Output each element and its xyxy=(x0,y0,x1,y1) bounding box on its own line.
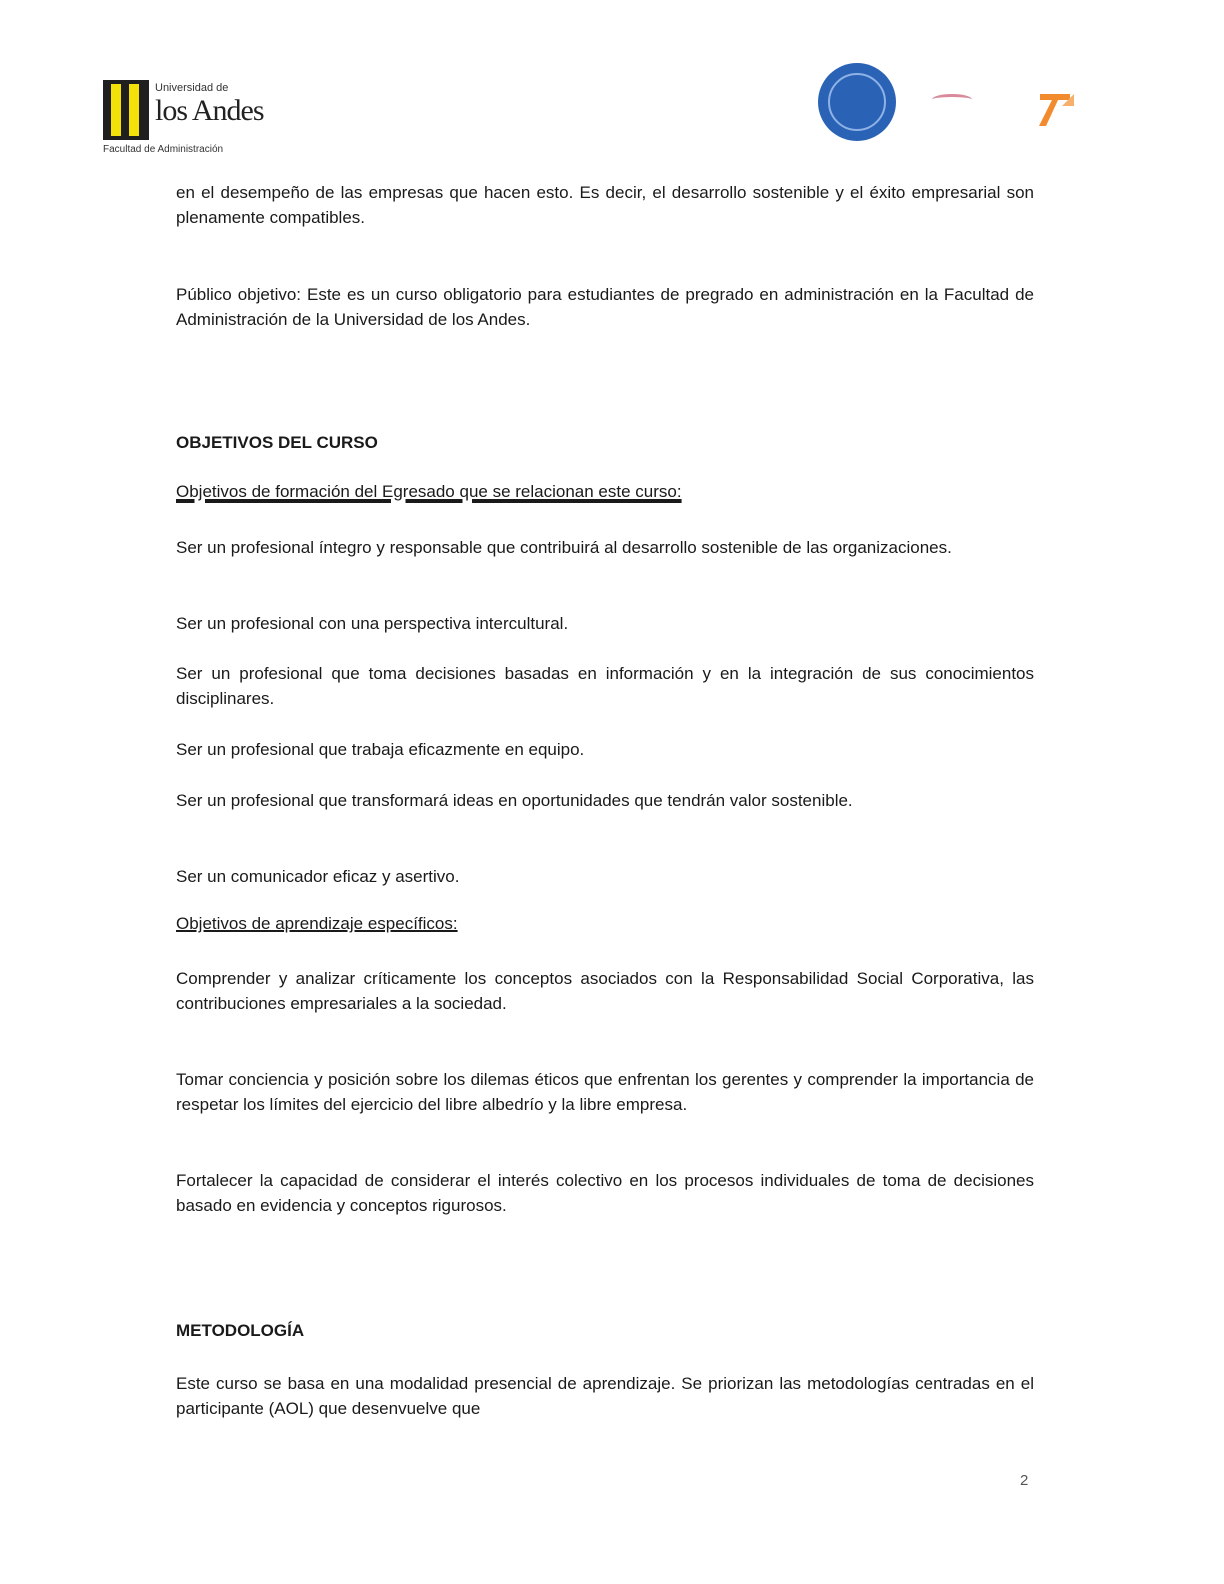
general-objective-item: Ser un profesional que transformará ideas en oportunidades que tendrán valor sostenible. xyxy=(176,791,853,810)
specific-objectives-subheading: Objetivos de aprendizaje específicos: xyxy=(176,914,458,933)
uniandes-logo-faculty: Facultad de Administración xyxy=(103,144,224,155)
general-objective-item: Ser un profesional íntegro y responsable que contribuirá al desarrollo sostenible de las organizaciones. xyxy=(176,538,952,557)
methodology-heading: METODOLOGÍA xyxy=(176,1321,305,1340)
general-objective-item: Ser un profesional con una perspectiva intercultural. xyxy=(176,614,569,633)
uniandes-logo xyxy=(103,80,303,160)
general-objectives-subheading: Objetivos de formación del Egresado que se relacionan este curso: xyxy=(176,482,682,501)
general-objective-item: Ser un profesional que trabaja eficazmente en equipo. xyxy=(176,740,585,759)
specific-objective-item: Tomar conciencia y posición sobre los dilemas éticos que enfrentan los gerentes y comprender la importancia de respetar los límites del ejercicio del libre albedrío y la libre empresa. xyxy=(176,1070,1034,1114)
specific-objective-item: Comprender y analizar críticamente los conceptos asociados con la Responsabilidad Social Corporativa, las contribuciones empresariales a la sociedad. xyxy=(176,969,1034,1013)
uniandes-logo-small-text: Universidad de xyxy=(155,82,229,94)
orange-arrow-icon xyxy=(1036,86,1080,130)
page-number: 2 xyxy=(1020,1472,1029,1489)
uniandes-emblem-icon xyxy=(103,80,149,140)
methodology-paragraph: Este curso se basa en una modalidad presencial de aprendizaje. Se priorizan las metodologías centradas en el participante (AOL) que desenvuelve que xyxy=(176,1374,1034,1418)
accreditation-seal-logo xyxy=(818,63,896,141)
red-partner-logo xyxy=(928,84,1006,132)
intro-continuation-paragraph: en el desempeño de las empresas que hacen esto. Es decir, el desarrollo sostenible y el éxito empresarial son plenamente compatibles. xyxy=(176,183,1034,227)
specific-objective-item: Fortalecer la capacidad de considerar el interés colectivo en los procesos individuales de toma de decisiones basado en evidencia y conceptos rigurosos. xyxy=(176,1171,1034,1215)
seal-ring-icon xyxy=(828,73,886,131)
uniandes-logo-name: los Andes xyxy=(155,94,264,127)
orange-partner-logo xyxy=(1036,86,1166,134)
general-objective-item: Ser un profesional que toma decisiones basadas en información y en la integración de sus conocimientos disciplinares. xyxy=(176,664,1034,708)
objectives-heading: OBJETIVOS DEL CURSO xyxy=(176,433,378,452)
swoosh-icon xyxy=(932,94,972,105)
audience-paragraph: Público objetivo: Este es un curso obligatorio para estudiantes de pregrado en administración en la Facultad de Administración de la Universidad de los Andes. xyxy=(176,285,1034,329)
general-objective-item: Ser un comunicador eficaz y asertivo. xyxy=(176,867,460,886)
